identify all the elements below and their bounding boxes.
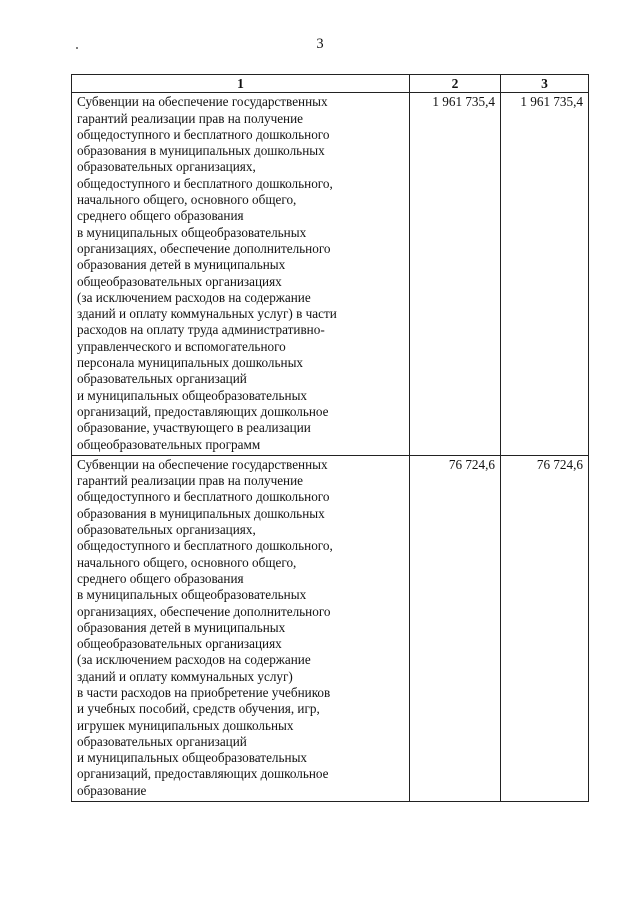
description-line: общеобразовательных программ [77, 436, 261, 452]
row-value-col3: 1 961 735,4 [501, 93, 589, 456]
description-line: и муниципальных общеобразовательных [77, 750, 308, 766]
row-description [72, 455, 410, 801]
row-description [72, 93, 410, 456]
description-line: игрушек муниципальных дошкольных [77, 717, 294, 733]
description-line: персонала муниципальных дошкольных [77, 355, 304, 371]
scan-speck [76, 47, 78, 49]
description-line: образовательных организациях, [77, 159, 256, 175]
description-line: образовательных организаций [77, 371, 247, 387]
description-line: организаций, предоставляющих дошкольное [77, 766, 329, 782]
description-line: организациях, обеспечение дополнительного [77, 240, 331, 256]
description-line: и учебных пособий, средств обучения, игр, [77, 701, 320, 717]
description-line: организаций, предоставляющих дошкольное [77, 403, 329, 419]
description-line: общедоступного и бесплатного дошкольного [77, 126, 330, 142]
description-line: расходов на оплату труда административно- [77, 322, 325, 338]
description-line: (за исключением расходов на содержание [77, 289, 311, 305]
description-line: общеобразовательных организациях [77, 273, 282, 289]
description-line: начального общего, основного общего, [77, 192, 297, 208]
description-line: образование, участвующего в реализации [77, 420, 311, 436]
page-number: 3 [316, 36, 324, 52]
column-header-3: 3 [501, 75, 589, 93]
description-line: организациях, обеспечение дополнительного [77, 603, 331, 619]
description-line: общедоступного и бесплатного дошкольного [77, 489, 330, 505]
description-line: (за исключением расходов на содержание [77, 652, 311, 668]
table-row [72, 93, 589, 456]
description-line: Субвенции на обеспечение государственных [77, 456, 328, 472]
row-value-col2: 1 961 735,4 [410, 93, 501, 456]
table-row [72, 455, 589, 801]
description-line: в муниципальных общеобразовательных [77, 587, 307, 603]
description-line: в муниципальных общеобразовательных [77, 224, 307, 240]
description-line: образовательных организаций [77, 733, 247, 749]
description-line: Субвенции на обеспечение государственных [77, 94, 328, 110]
description-line: общедоступного и бесплатного дошкольного, [77, 175, 333, 191]
description-line: начального общего, основного общего, [77, 554, 297, 570]
description-line: образования детей в муниципальных [77, 257, 286, 273]
row-value-col2: 76 724,6 [410, 455, 501, 801]
description-line: гарантий реализации прав на получение [77, 473, 304, 489]
header-row [72, 75, 589, 93]
description-line: образовательных организациях, [77, 522, 256, 538]
column-header-1: 1 [72, 75, 410, 93]
description-line: зданий и оплату коммунальных услуг) в части [77, 306, 337, 322]
description-line: общеобразовательных организациях [77, 636, 282, 652]
description-line: в части расходов на приобретение учебников [77, 684, 331, 700]
description-line: среднего общего образования [77, 570, 244, 586]
description-line: образование [77, 782, 147, 798]
description-line: образования детей в муниципальных [77, 619, 286, 635]
description-line: образования в муниципальных дошкольных [77, 505, 325, 521]
column-header-2: 2 [410, 75, 501, 93]
description-line: и муниципальных общеобразовательных [77, 387, 308, 403]
description-line: общедоступного и бесплатного дошкольного, [77, 538, 333, 554]
description-line: образования в муниципальных дошкольных [77, 143, 325, 159]
description-line: зданий и оплату коммунальных услуг) [77, 668, 293, 684]
row-value-col3: 76 724,6 [501, 455, 589, 801]
description-line: среднего общего образования [77, 208, 244, 224]
description-line: управленческого и вспомогательного [77, 338, 286, 354]
description-line: гарантий реализации прав на получение [77, 110, 304, 126]
budget-table [71, 74, 589, 802]
